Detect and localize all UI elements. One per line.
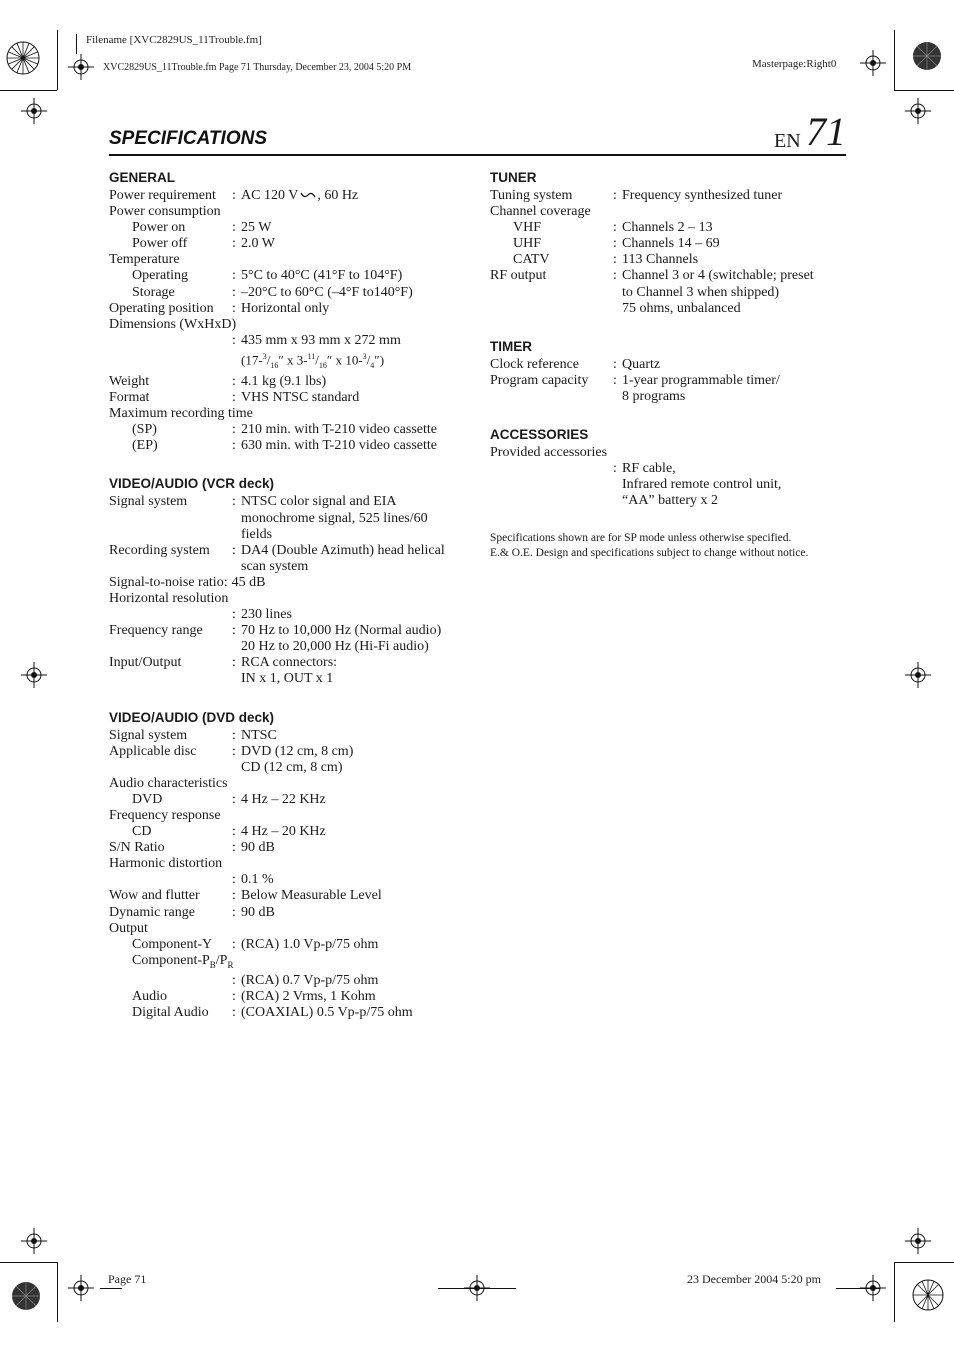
crop-line [894, 90, 954, 91]
spec-value: 4 Hz – 22 KHz [241, 791, 326, 807]
spec-row [490, 188, 850, 204]
spec-value: 0.1 % [241, 872, 274, 888]
spec-value: 25 W [241, 220, 272, 236]
spec-row [109, 937, 479, 953]
crop-line [57, 1262, 58, 1322]
spec-row [109, 989, 479, 1005]
spec-label: Digital Audio [132, 1004, 209, 1020]
spec-label-blank [490, 461, 613, 477]
spec-label: S/N Ratio [109, 840, 165, 856]
spec-value: RF cable, [622, 461, 676, 477]
dimensions-inches: ($17-^3/_{16}''$ x $3-^{11}/_{16}''$ x $10-^3/_4''$) [241, 351, 385, 370]
spec-colon: : [232, 727, 236, 743]
spec-colon: : [232, 284, 236, 300]
spec-value: Quartz [622, 356, 661, 372]
filename-label: Filename [XVC2829US_11Trouble.fm] [86, 34, 262, 46]
spec-row [109, 824, 479, 840]
spec-label: Clock reference [490, 356, 579, 372]
spec-value: 90 dB [241, 904, 275, 920]
spec-colon: : [613, 268, 617, 284]
spec-label: Signal system [109, 727, 188, 743]
section-heading-tuner: TUNER [490, 170, 537, 185]
spec-value: 210 min. with T-210 video cassette [241, 422, 437, 438]
section-heading-general: GENERAL [109, 170, 176, 185]
spec-value-cont: “AA” battery x 2 [622, 493, 719, 509]
spec-value: DA4 (Double Azimuth) head helical [241, 542, 445, 558]
color-registration-wheel-icon [5, 40, 41, 76]
spec-colon: : [232, 1004, 236, 1020]
spec-value: (RCA) 2 Vrms, 1 Kohm [241, 988, 376, 1004]
spec-value: 630 min. with T-210 video cassette [241, 438, 437, 454]
spec-colon: : [232, 494, 236, 510]
spec-value-cont: scan system [241, 558, 309, 574]
crop-line [57, 30, 58, 90]
spec-row [109, 840, 479, 856]
left-spec-column [109, 170, 479, 1021]
section-heading-accessories: ACCESSORIES [490, 427, 589, 443]
spec-colon: : [232, 220, 236, 236]
spec-colon: : [232, 300, 236, 316]
spec-value-cont: monochrome signal, 525 lines/60 [241, 510, 428, 526]
component-sub-b: B [209, 959, 216, 970]
spec-label: Dynamic range [109, 904, 195, 920]
spec-label: Component-Y [132, 936, 213, 952]
spec-value: 2.0 W [241, 236, 275, 252]
spec-row [109, 744, 479, 760]
spec-row [109, 655, 479, 671]
ac-wave-icon [300, 190, 316, 200]
inch-den: 4 [370, 360, 375, 370]
spec-row [490, 236, 850, 252]
spec-colon: : [232, 542, 236, 558]
spec-row [490, 220, 850, 236]
spec-label: RF output [490, 268, 547, 284]
spec-label: Signal-to-noise ratio: [109, 574, 228, 590]
spec-label: Horizontal resolution [109, 590, 229, 606]
spec-row [490, 252, 850, 268]
spec-label: Operating [132, 268, 188, 284]
power-value: AC 120 V [241, 188, 299, 203]
inch-whole: 3- [296, 352, 308, 368]
spec-label: Wow and flutter [109, 888, 200, 904]
masterpage-label: Masterpage:Right0 [752, 58, 837, 70]
spec-colon: : [232, 972, 236, 988]
spec-row [109, 422, 479, 438]
spec-colon: : [613, 372, 617, 388]
spec-colon: : [232, 268, 236, 284]
crosshair-target-icon [68, 1275, 94, 1301]
spec-label: Tuning system [490, 188, 573, 203]
spec-label: (EP) [132, 438, 158, 454]
spec-value: 45 dB [231, 574, 266, 590]
spec-value-cont: Infrared remote control unit, [622, 477, 782, 493]
spec-row [490, 268, 850, 284]
crop-line [894, 1262, 954, 1263]
spec-colon: : [232, 373, 236, 389]
spec-label: CATV [513, 252, 550, 268]
spec-label: DVD [132, 791, 163, 807]
spec-value-cont: 20 Hz to 20,000 Hz (Hi-Fi audio) [241, 639, 429, 655]
spec-label: Provided accessories [490, 445, 608, 461]
page-number: 71 [806, 109, 846, 154]
spec-colon: : [232, 422, 236, 438]
spec-value: DVD (12 cm, 8 cm) [241, 743, 354, 759]
spec-label: Maximum recording time [109, 406, 253, 422]
spec-row [109, 623, 479, 639]
spec-colon: : [232, 655, 236, 671]
spec-row [490, 373, 850, 389]
color-registration-wheel-icon [911, 40, 943, 72]
spec-label: Audio characteristics [109, 775, 228, 791]
spec-row [109, 220, 479, 236]
crop-line [894, 1262, 895, 1322]
spec-label: Power requirement [109, 188, 216, 203]
spec-value: 70 Hz to 10,000 Hz (Normal audio) [241, 623, 442, 639]
spec-value: Channels 2 – 13 [622, 220, 713, 236]
spec-row [109, 188, 479, 204]
inch-num: 3 [362, 351, 367, 361]
spec-colon: : [232, 743, 236, 759]
spec-row [109, 905, 479, 921]
spec-colon: : [613, 461, 617, 477]
spec-label: Program capacity [490, 372, 589, 388]
spec-value: NTSC [241, 727, 277, 743]
spec-label: (SP) [132, 422, 157, 438]
spec-row [109, 317, 479, 333]
file-info-line: XVC2829US_11Trouble.fm Page 71 Thursday, December 23, 2004 5:20 PM [103, 62, 412, 73]
spec-colon: : [232, 188, 236, 203]
spec-row [109, 252, 479, 268]
spec-label: Format [109, 390, 150, 406]
note-line: Specifications shown are for SP mode unless otherwise specified. [490, 532, 792, 545]
spec-colon: : [232, 888, 236, 904]
spec-row [109, 792, 479, 808]
crop-line [0, 90, 57, 91]
spec-colon: : [232, 988, 236, 1004]
spec-label: Power off [132, 236, 188, 252]
spec-colon: : [232, 936, 236, 952]
spec-value-cont: 75 ohms, unbalanced [622, 300, 741, 316]
crosshair-target-icon [860, 50, 886, 76]
spec-row [109, 872, 479, 888]
spec-row [109, 921, 479, 937]
spec-value: 90 dB [241, 840, 275, 856]
spec-row [109, 953, 479, 973]
spec-label-blank [109, 333, 232, 349]
crop-line [100, 1288, 122, 1289]
crop-line [76, 34, 77, 54]
spec-value: –20°C to 60°C (–4°F to140°F) [241, 284, 413, 300]
crop-line [894, 30, 895, 90]
spec-label: Weight [109, 373, 150, 389]
right-spec-column [490, 170, 850, 560]
spec-row [109, 543, 479, 559]
spec-value: VHS NTSC standard [241, 390, 360, 406]
spec-value: 435 mm x 93 mm x 272 mm [241, 332, 401, 348]
spec-label: Channel coverage [490, 204, 591, 220]
title-rule [109, 154, 846, 156]
spec-value-cont: CD (12 cm, 8 cm) [241, 759, 343, 775]
spec-label: Output [109, 920, 148, 936]
spec-colon: : [613, 220, 617, 236]
spec-colon: : [232, 824, 236, 840]
spec-row [109, 591, 479, 607]
spec-colon: : [613, 356, 617, 372]
spec-row [109, 728, 479, 744]
section-heading-timer: TIMER [490, 338, 532, 354]
spec-value: Below Measurable Level [241, 888, 382, 904]
spec-row [109, 268, 479, 284]
crosshair-target-icon [905, 98, 931, 124]
section-heading-dvd: VIDEO/AUDIO (DVD deck) [109, 709, 275, 725]
spec-value: 5°C to 40°C (41°F to 104°F) [241, 268, 403, 284]
spec-value [241, 188, 479, 204]
spec-row [109, 438, 479, 454]
crop-line [0, 1262, 57, 1263]
spec-label: Temperature [109, 252, 180, 268]
spec-colon: : [613, 252, 617, 268]
color-registration-wheel-icon [911, 1278, 945, 1312]
spec-row [109, 285, 479, 301]
spec-label: Applicable disc [109, 743, 197, 759]
spec-label: Power consumption [109, 204, 221, 220]
spec-value-cont: to Channel 3 when shipped) [622, 284, 780, 300]
spec-value: 113 Channels [622, 252, 699, 268]
spec-value: (COAXIAL) 0.5 Vp-p/75 ohm [241, 1004, 413, 1020]
crosshair-target-icon [905, 1228, 931, 1254]
spec-label: Frequency range [109, 623, 203, 639]
spec-value: Frequency synthesized tuner [622, 188, 783, 203]
spec-value: 4 Hz – 20 KHz [241, 824, 326, 840]
spec-value: RCA connectors: [241, 655, 338, 671]
spec-value: Channels 14 – 69 [622, 236, 720, 252]
spec-colon: : [232, 872, 236, 888]
section-heading-vcr: VIDEO/AUDIO (VCR deck) [109, 476, 275, 492]
spec-row [109, 1005, 479, 1021]
spec-colon: : [232, 607, 236, 623]
spec-colon: : [232, 438, 236, 454]
spec-row [109, 204, 479, 220]
spec-label: Audio [132, 988, 167, 1004]
spec-row [109, 236, 479, 252]
component-label-prefix: Component-P [132, 952, 210, 968]
spec-row [109, 888, 479, 904]
footer-date: 23 December 2004 5:20 pm [687, 1272, 821, 1286]
spec-label: Harmonic distortion [109, 856, 223, 872]
spec-row [109, 494, 479, 510]
component-label-mid: /P [215, 952, 228, 968]
spec-label: Dimensions (WxHxD) [109, 316, 237, 332]
spec-value: (RCA) 0.7 Vp-p/75 ohm [241, 972, 379, 988]
spec-row [109, 856, 479, 872]
inch-num: 3 [262, 351, 267, 361]
spec-colon: : [232, 904, 236, 920]
spec-row [109, 390, 479, 406]
spec-notes [490, 531, 850, 560]
spec-value: Horizontal only [241, 300, 330, 316]
spec-value: Channel 3 or 4 (switchable; preset [622, 268, 814, 284]
spec-label: Input/Output [109, 655, 182, 671]
spec-colon: : [232, 791, 236, 807]
footer-page: Page 71 [108, 1272, 147, 1286]
spec-colon: : [232, 840, 236, 856]
spec-row [490, 204, 850, 220]
crosshair-target-icon [860, 1275, 886, 1301]
note-line: E.& O.E. Design and specifications subject to change without notice. [490, 546, 809, 559]
spec-row [490, 357, 850, 373]
spec-value: 230 lines [241, 607, 292, 623]
crosshair-target-icon [464, 1275, 490, 1301]
spec-colon: : [232, 236, 236, 252]
spec-label: UHF [513, 236, 542, 252]
power-value-suffix: , 60 Hz [317, 188, 359, 203]
spec-row [490, 445, 850, 461]
spec-value: (RCA) 1.0 Vp-p/75 ohm [241, 936, 379, 952]
spec-row [109, 808, 479, 824]
spec-row [490, 461, 850, 477]
crosshair-target-icon [21, 662, 47, 688]
spec-label [109, 953, 234, 973]
spec-label: VHF [513, 220, 542, 236]
spec-label: Storage [132, 284, 175, 300]
page-title: SPECIFICATIONS [109, 128, 267, 149]
inch-whole: 17- [245, 352, 263, 368]
spec-label: Signal system [109, 494, 188, 510]
spec-colon: : [232, 623, 236, 639]
spec-label: Operating position [109, 300, 214, 316]
spec-value-cont: fields [241, 526, 273, 542]
spec-label: CD [132, 824, 152, 840]
spec-label-blank [109, 973, 232, 989]
spec-value: 1-year programmable timer/ [622, 372, 780, 388]
spec-row [109, 374, 479, 390]
spec-value-cont: IN x 1, OUT x 1 [241, 671, 334, 687]
spec-colon: : [613, 236, 617, 252]
inch-den: 16 [270, 360, 279, 370]
inch-num: 11 [307, 351, 316, 361]
component-sub-r: R [227, 959, 234, 970]
spec-row [109, 333, 479, 349]
spec-colon: : [232, 390, 236, 406]
crosshair-target-icon [21, 98, 47, 124]
spec-label: Power on [132, 220, 186, 236]
spec-label-blank [109, 872, 232, 888]
spec-label-blank [109, 607, 232, 623]
inch-whole: 10- [345, 352, 363, 368]
spec-row [109, 406, 479, 422]
inch-den: 16 [318, 360, 327, 370]
spec-row [109, 973, 479, 989]
crosshair-target-icon [68, 54, 94, 80]
spec-colon: : [613, 188, 617, 203]
crosshair-target-icon [905, 662, 931, 688]
spec-label: Frequency response [109, 808, 221, 824]
spec-row [109, 575, 479, 591]
crosshair-target-icon [21, 1228, 47, 1254]
spec-label: Recording system [109, 542, 210, 558]
spec-row [109, 607, 479, 623]
spec-row [109, 776, 479, 792]
spec-value-cont: 8 programs [622, 388, 686, 404]
spec-row [109, 301, 479, 317]
spec-colon: : [232, 332, 236, 348]
color-registration-wheel-icon [10, 1280, 42, 1312]
spec-value: 4.1 kg (9.1 lbs) [241, 373, 327, 389]
spec-value: NTSC color signal and EIA [241, 494, 397, 510]
language-label: EN [774, 130, 801, 152]
